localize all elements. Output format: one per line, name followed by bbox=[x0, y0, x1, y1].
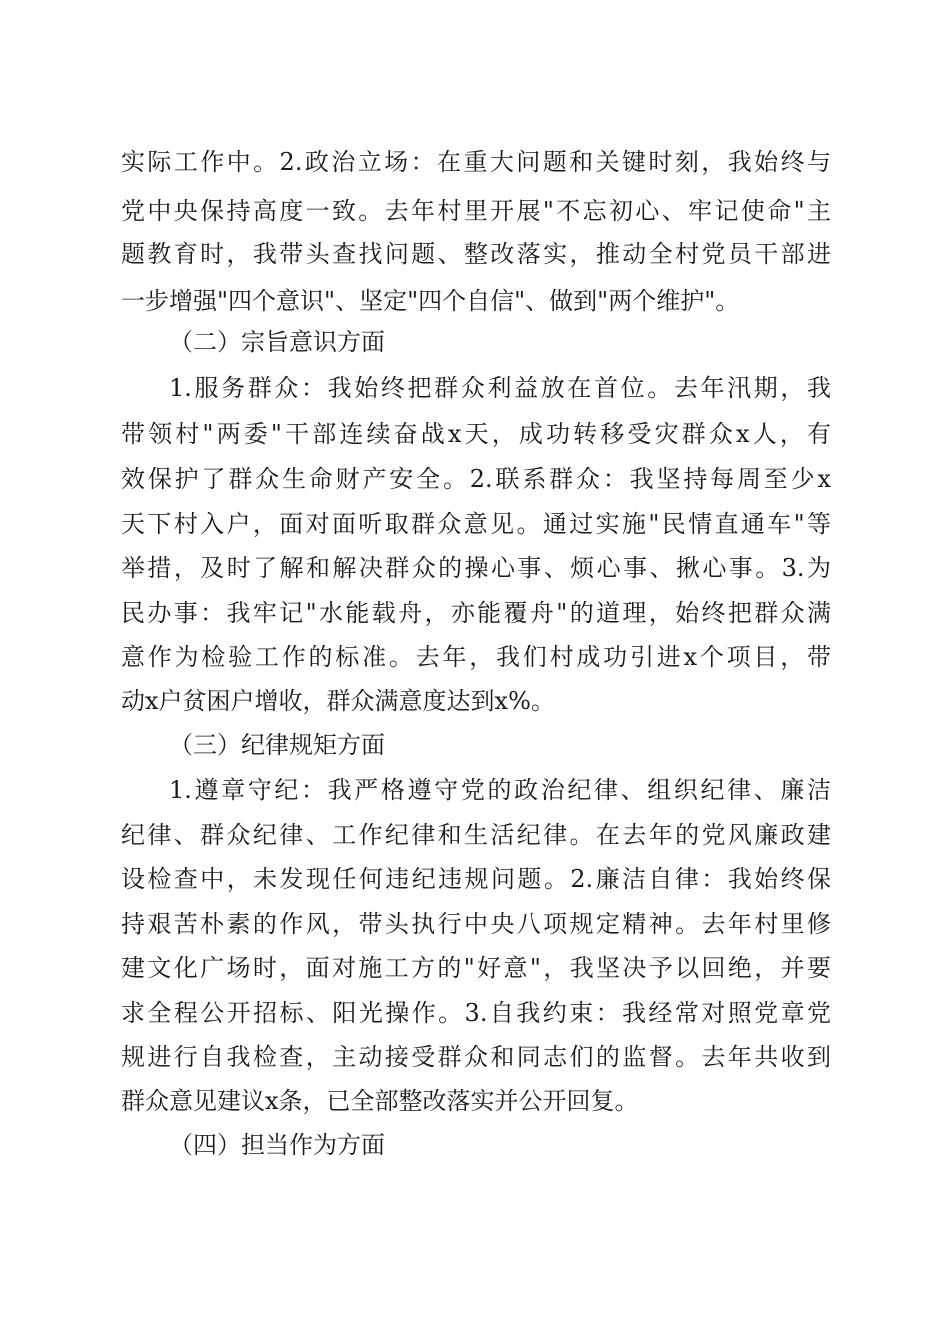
paragraph-line: 1.遵章守纪：我严格遵守党的政治纪律、组织纪律、廉洁 bbox=[169, 776, 831, 804]
paragraph-line: 1.服务群众：我始终把群众利益放在首位。去年汛期，我 bbox=[169, 374, 831, 402]
paragraph-line: 举措，及时了解和解决群众的操心事、烦心事、揪心事。3.为 bbox=[121, 554, 831, 582]
paragraph-line: 党中央保持高度一致。去年村里开展"不忘初心、牢记使命"主 bbox=[121, 197, 831, 225]
paragraph-line: 规进行自我检查，主动接受群众和同志们的监督。去年共收到 bbox=[121, 1043, 831, 1071]
paragraph-line: 题教育时，我带头查找问题、整改落实，推动全村党员干部进 bbox=[121, 240, 831, 268]
paragraph-line: 群众意见建议x条，已全部整改落实并公开回复。 bbox=[121, 1087, 639, 1115]
section-heading: （四）担当作为方面 bbox=[169, 1131, 385, 1159]
paragraph-line: 求全程公开招标、阳光操作。3.自我约束：我经常对照党章党 bbox=[121, 999, 831, 1027]
paragraph-line: 天下村入户，面对面听取群众意见。通过实施"民情直通车"等 bbox=[121, 510, 831, 538]
paragraph-line: 效保护了群众生命财产安全。2.联系群众：我坚持每周至少x bbox=[121, 465, 831, 493]
paragraph-line: 持艰苦朴素的作风，带头执行中央八项规定精神。去年村里修 bbox=[121, 910, 831, 938]
paragraph-line: 民办事：我牢记"水能载舟，亦能覆舟"的道理，始终把群众满 bbox=[121, 599, 831, 627]
paragraph-line: 设检查中，未发现任何违纪违规问题。2.廉洁自律：我始终保 bbox=[121, 865, 831, 893]
section-heading: （三）纪律规矩方面 bbox=[169, 731, 385, 759]
paragraph-line: 带领村"两委"干部连续奋战x天，成功转移受灾群众x人，有 bbox=[121, 420, 831, 448]
paragraph-line: 建文化广场时，面对施工方的"好意"，我坚决予以回绝，并要 bbox=[121, 954, 831, 982]
section-heading: （二）宗旨意识方面 bbox=[169, 328, 385, 356]
paragraph-line: 实际工作中。2.政治立场：在重大问题和关键时刻，我始终与 bbox=[121, 148, 831, 176]
paragraph-line: 一步增强"四个意识"、坚定"四个自信"、做到"两个维护"。 bbox=[121, 287, 740, 315]
paragraph-line: 纪律、群众纪律、工作纪律和生活纪律。在去年的党风廉政建 bbox=[121, 821, 831, 849]
paragraph-line: 意作为检验工作的标准。去年，我们村成功引进x个项目，带 bbox=[121, 643, 831, 671]
paragraph-line: 动x户贫困户增收，群众满意度达到x%。 bbox=[121, 687, 555, 715]
